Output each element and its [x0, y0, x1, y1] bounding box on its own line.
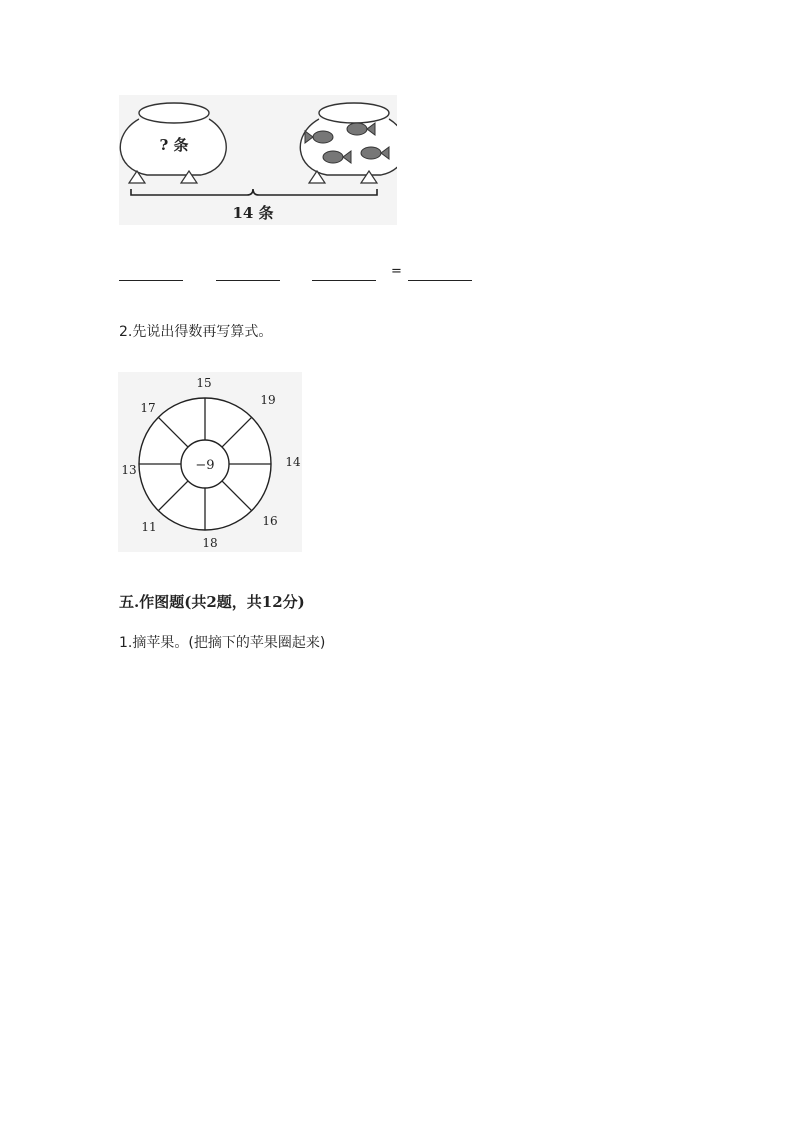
wheel-center-label: −9: [195, 458, 215, 473]
question-5-1-text: 1.摘苹果。(把摘下的苹果圈起来): [119, 635, 326, 651]
wheel-number-label: 13: [121, 463, 137, 477]
fish-bowl-illustration: [119, 95, 397, 225]
wheel-number-label: 18: [202, 536, 218, 550]
question-2-text: 2.先说出得数再写算式。: [119, 324, 273, 340]
equals-sign: =: [391, 264, 402, 279]
wheel-number-label: 16: [262, 514, 278, 528]
wheel-number-label: 17: [140, 401, 156, 415]
answer-blank[interactable]: [119, 280, 183, 281]
answer-blank[interactable]: [312, 280, 376, 281]
wheel-number-label: 14: [285, 455, 301, 469]
fish-bowl-figure: [119, 95, 397, 225]
wheel-number-label: 11: [141, 520, 157, 534]
equation-row: [119, 262, 479, 284]
total-label: 14 条: [232, 204, 274, 222]
wheel-number-label: 15: [196, 376, 212, 390]
number-wheel-figure: [118, 372, 302, 552]
answer-blank[interactable]: [408, 280, 472, 281]
left-bowl-label: ? 条: [159, 136, 189, 154]
answer-blank[interactable]: [216, 280, 280, 281]
wheel-number-label: 19: [260, 393, 276, 407]
number-wheel: [118, 372, 302, 552]
section-5-title: 五.作图题(共2题，共12分): [119, 593, 305, 611]
